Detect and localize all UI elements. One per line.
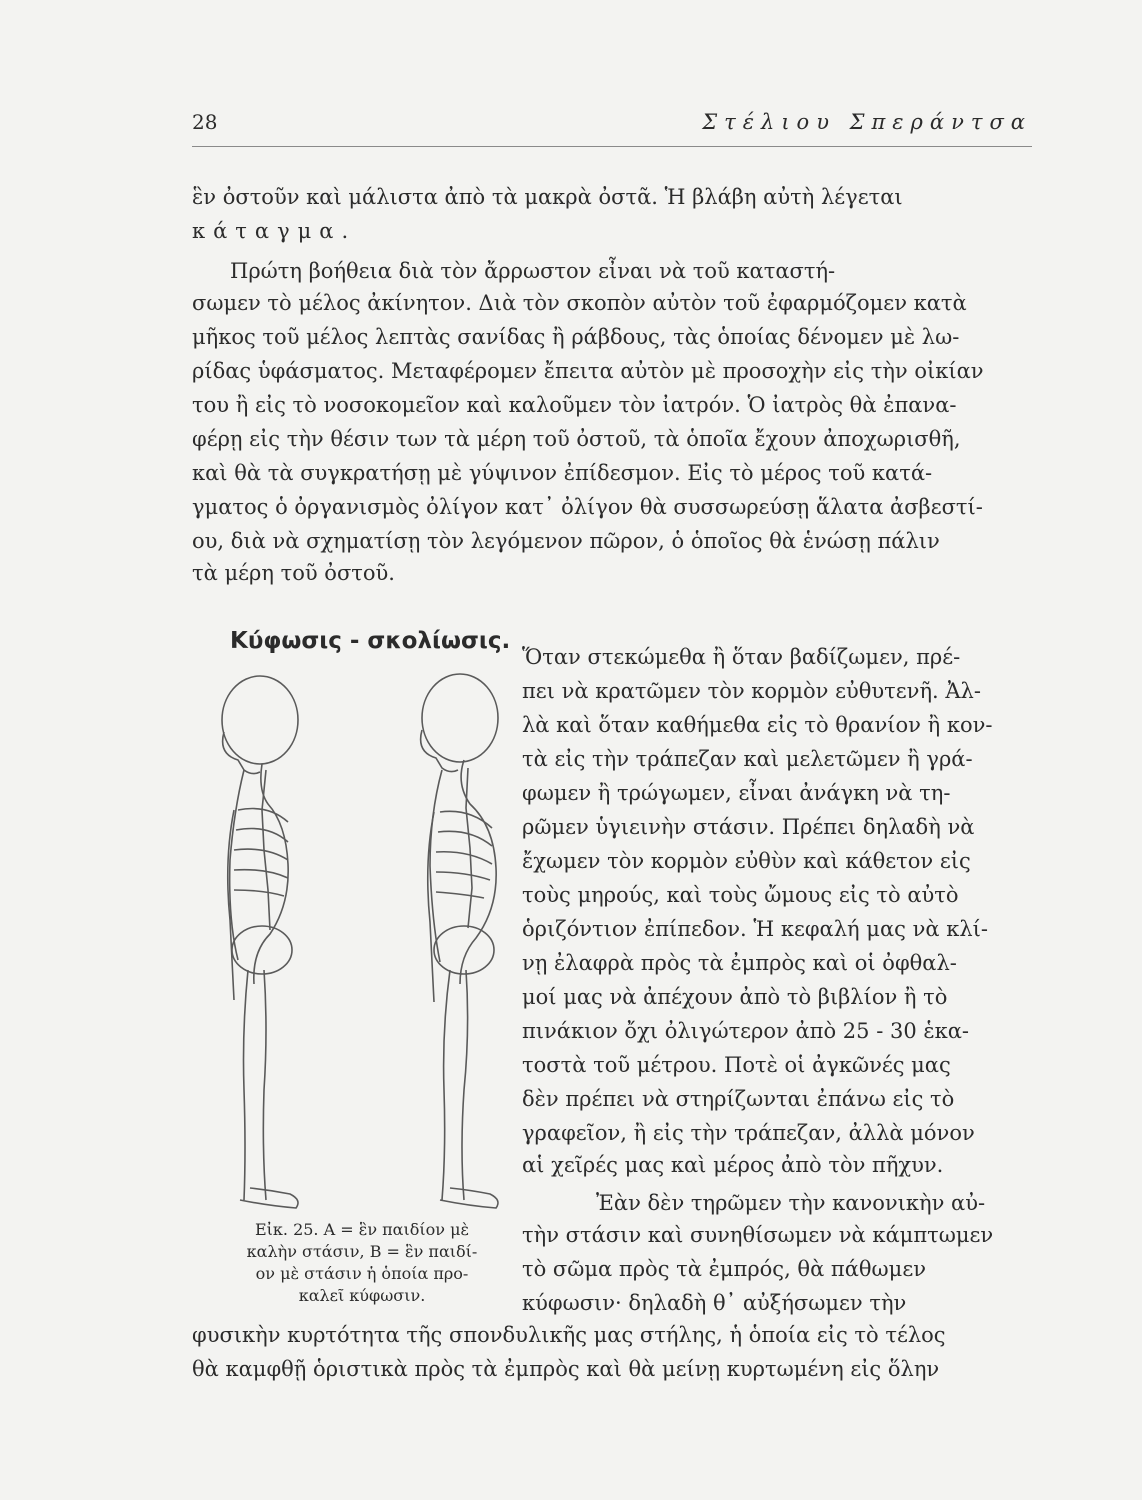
text-line: θὰ καμφθῇ ὁριστικὰ πρὸς τὰ ἐμπρὸς καὶ θὰ μείνῃ κυρτωμένη εἰς ὅλην [192,1357,940,1381]
figure-caption: καλὴν στάσιν, Β = ἓν παιδί- [246,1242,478,1261]
text-line: δὲν πρέπει νὰ στηρίζωνται ἐπάνω εἰς τὸ [522,1087,955,1111]
text-line: αἱ χεῖρές μας καὶ μέρος ἀπὸ τὸν πῆχυν. [522,1153,944,1177]
child-b-kyphosis [421,674,498,1208]
page-header [192,110,1032,147]
text-line: φυσικὴν κυρτότητα τῆς σπονδυλικῆς μας στήλης, ἡ ὁποία εἰς τὸ τέλος [192,1323,946,1347]
page-number: 28 [192,110,218,134]
running-head: Στέλιου Σπεράντσα [702,110,1032,134]
figure-caption: Εἰκ. 25. Α = ἓν παιδίον μὲ [254,1220,470,1239]
text-line: τοστὰ τοῦ μέτρου. Ποτὲ οἱ ἀγκῶνές μας [522,1053,951,1077]
text-line: φωμεν ἢ τρώγωμεν, εἶναι ἀνάγκη νὰ τη- [522,781,951,805]
text-line: κύφωσιν· δηλαδὴ θ᾽ αὐξήσωμεν τὴν [522,1291,907,1315]
text-line: πινάκιον ὄχι ὀλιγώτερον ἀπὸ 25 - 30 ἑκα- [522,1019,970,1043]
text-line: ρίδας ὑφάσματος. Μεταφέρομεν ἔπειτα αὐτὸν μὲ προσοχὴν εἰς τὴν οἰκίαν [192,359,984,383]
text-line: νῃ ἐλαφρὰ πρὸς τὰ ἐμπρὸς καὶ οἱ ὀφθαλ- [522,951,957,975]
text-line: του ἢ εἰς τὸ νοσοκομεῖον καὶ καλοῦμεν τὸν ἰατρόν. Ὁ ἰατρὸς θὰ ἐπανα- [192,393,957,417]
text-line: κάταγμα. [192,219,357,243]
text-line: μῆκος τοῦ μέλος λεπτὰς σανίδας ἢ ράβδους, τὰς ὁποίας δένομεν μὲ λω- [192,325,960,349]
text-line: τὰ μέρη τοῦ ὀστοῦ. [192,561,395,585]
text-line: καὶ θὰ τὰ συγκρατήσῃ μὲ γύψινον ἐπίδεσμον. Εἰς τὸ μέρος τοῦ κατά- [192,461,933,485]
text-line: ρῶμεν ὑγιεινὴν στάσιν. Πρέπει δηλαδὴ νὰ [522,815,975,839]
text-line: ἔχωμεν τὸν κορμὸν εὐθὺν καὶ κάθετον εἰς [522,849,971,873]
text-line: πει νὰ κρατῶμεν τὸν κορμὸν εὐθυτενῆ. Ἀλ- [522,679,981,703]
text-line: ου, διὰ νὰ σχηματίσῃ τὸν λεγόμενον πῶρον, ὁ ὁποῖος θὰ ἑνώσῃ πάλιν [192,529,940,553]
text-line: ὁριζόντιον ἐπίπεδον. Ἡ κεφαλή μας νὰ κλί- [522,917,988,941]
text-line: μοί μας νὰ ἀπέχουν ἀπὸ τὸ βιβλίον ἢ τὸ [522,985,948,1009]
text-line: Πρώτη βοήθεια διὰ τὸν ἄρρωστον εἶναι νὰ τοῦ καταστή- [230,259,836,283]
text-line: τοὺς μηρούς, καὶ τοὺς ὤμους εἰς τὸ αὐτὸ [522,883,959,907]
posture-figure [200,660,520,1220]
figure-caption: ον μὲ στάσιν ἡ ὁποία προ- [255,1264,469,1283]
child-a-good-posture [222,676,298,1208]
text-line: τὴν στάσιν καὶ συνηθίσωμεν νὰ κάμπτωμεν [522,1223,994,1247]
text-line: τὰ εἰς τὴν τράπεζαν καὶ μελετῶμεν ἢ γρά- [522,747,973,771]
section-title: Κύφωσις - σκολίωσις. [230,628,511,654]
text-line: σωμεν τὸ μέλος ἀκίνητον. Διὰ τὸν σκοπὸν αὐτὸν τοῦ ἐφαρμόζομεν κατὰ [192,291,967,315]
text-line: τὸ σῶμα πρὸς τὰ ἐμπρός, θὰ πάθωμεν [522,1257,926,1281]
text-line: Ἐὰν δὲν τηρῶμεν τὴν κανονικὴν αὐ- [596,1191,986,1215]
text-line: Ὅταν στεκώμεθα ἢ ὅταν βαδίζωμεν, πρέ- [522,645,961,669]
figure-caption: καλεῖ κύφωσιν. [298,1286,426,1305]
text-line: ἓν ὀστοῦν καὶ μάλιστα ἀπὸ τὰ μακρὰ ὀστᾶ. Ἡ βλάβη αὐτὴ λέγεται [192,185,903,209]
text-line: λὰ καὶ ὅταν καθήμεθα εἰς τὸ θρανίον ἢ κον- [522,713,993,737]
text-line: γματος ὁ ὀργανισμὸς ὀλίγον κατ᾽ ὀλίγον θὰ συσσωρεύσῃ ἅλατα ἀσβεστί- [192,495,983,519]
text-line: γραφεῖον, ἢ εἰς τὴν τράπεζαν, ἀλλὰ μόνον [522,1121,975,1145]
text-line: φέρῃ εἰς τὴν θέσιν των τὰ μέρη τοῦ ὀστοῦ, τὰ ὁποῖα ἔχουν ἀποχωρισθῆ, [192,427,961,451]
